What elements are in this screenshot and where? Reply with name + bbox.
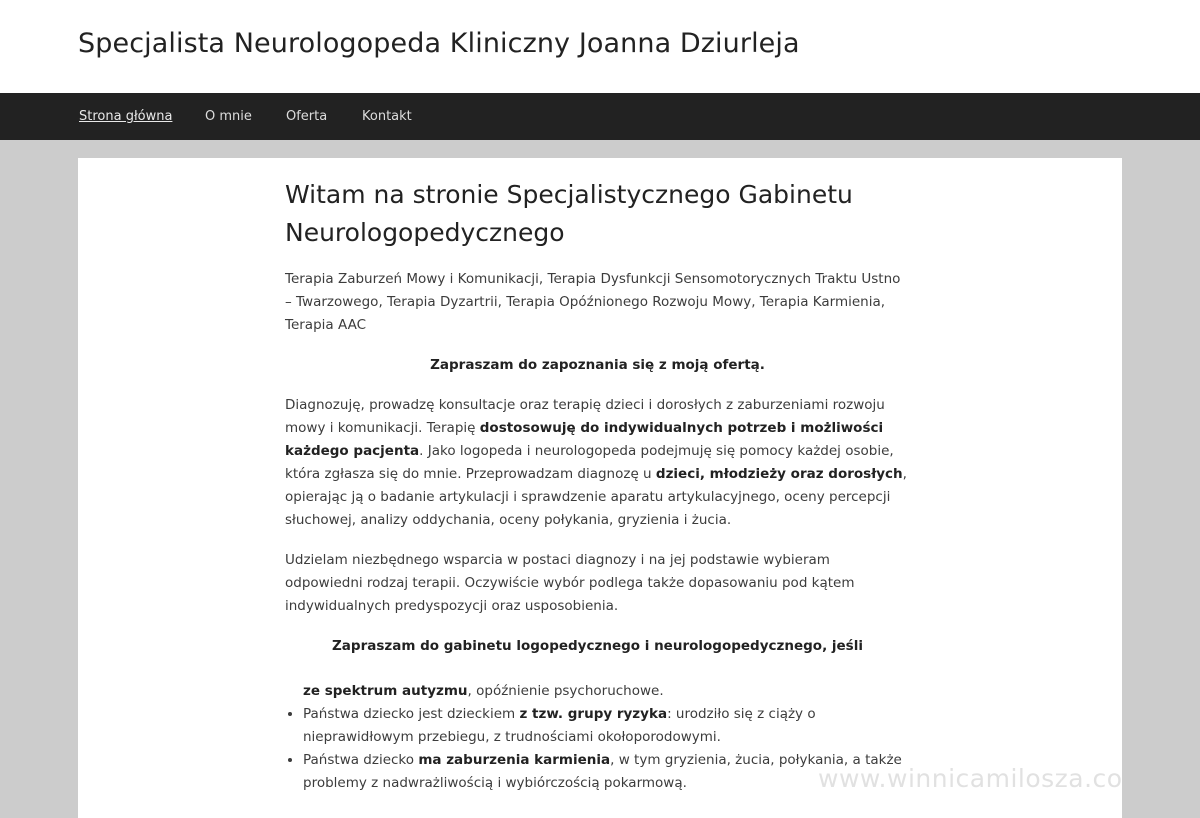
- page-title-line1: Witam na stronie Specjalistycznego Gabinetu: [285, 180, 853, 209]
- cabinet-invitation-text: Zapraszam do gabinetu logopedycznego i neurologopedycznego, jeśli: [332, 638, 863, 654]
- description-text-2: . Jako logopeda i neurologopeda podejmuję się pomocy każdej osobie, która zgłasza się do mnie. Przeprowadzam diagnozę u: [285, 443, 894, 482]
- support-paragraph: Udzielam niezbędnego wsparcia w postaci diagnozy i na jej podstawie wybieram odpowiedni rodzaj terapii. Oczywiście wybór podlega także dopasowaniu pod kątem indywidualnych predyspozycji oraz usposobienia.: [285, 552, 855, 614]
- list-item: [303, 680, 910, 703]
- list-item-text: Państwa dziecko jest dzieckiem: [303, 706, 520, 722]
- nav-item-contact[interactable]: Kontakt: [362, 109, 412, 124]
- site-title[interactable]: Specjalista Neurologopeda Kliniczny Joanna Dziurleja: [78, 28, 800, 59]
- indications-list: [285, 680, 910, 795]
- description-bold-2: dzieci, młodzieży oraz dorosłych: [655, 466, 903, 482]
- list-item-bold: z tzw. grupy ryzyka: [519, 706, 668, 722]
- description-text-1: Diagnozuję, prowadzę konsultacje oraz terapię dzieci i dorosłych z zaburzeniami rozwoju mowy i komunikacji. Terapię: [285, 397, 885, 436]
- cabinet-invitation: [285, 635, 910, 658]
- list-item-bold: ma zaburzenia karmienia: [418, 752, 611, 768]
- list-item-bold: ze spektrum autyzmu: [303, 683, 468, 699]
- nav-item-about[interactable]: O mnie: [205, 109, 252, 124]
- article: [285, 176, 910, 795]
- list-item: [303, 703, 910, 749]
- description-text-3: , opierając ją o badanie artykulacji i sprawdzenie aparatu artykulacyjnego, oceny percepcji słuchowej, analizy oddychania, oceny połykania, gryzienia i żucia.: [285, 466, 907, 528]
- page-title-line2: Neurologopedycznego: [285, 218, 565, 247]
- list-item-text: Państwa dziecko: [303, 752, 419, 768]
- main-navigation: [0, 93, 1200, 140]
- list-item-text: , w tym gryzienia, żucia, połykania, a także problemy z nadwrażliwością i wybiórczością pokarmową.: [303, 752, 902, 791]
- list-item-text: : urodziło się z ciąży o nieprawidłowym przebiegu, z trudnościami okołoporodowymi.: [303, 706, 816, 745]
- site-header: [0, 0, 1200, 93]
- offer-invitation-text: Zapraszam do zapoznania się z moją ofertą.: [430, 357, 765, 373]
- watermark: www.winnicamilosza.co: [818, 764, 1123, 793]
- page-title: [285, 176, 910, 252]
- intro-paragraph: Terapia Zaburzeń Mowy i Komunikacji, Terapia Dysfunkcji Sensomotorycznych Traktu Ustno – Twarzowego, Terapia Dyzartrii, Terapia Opóźnionego Rozwoju Mowy, Terapia Karmienia, Terapia AAC: [285, 271, 901, 333]
- nav-item-home[interactable]: Strona główna: [79, 109, 173, 124]
- nav-item-offer[interactable]: Oferta: [286, 109, 328, 124]
- description-bold-1: dostosowuję do indywidualnych potrzeb i możliwości każdego pacjenta: [285, 420, 884, 459]
- content-card: [78, 158, 1122, 818]
- list-item-text: , opóźnienie psychoruchowe.: [467, 683, 664, 699]
- offer-invitation: [285, 354, 910, 377]
- description-paragraph: [285, 394, 910, 532]
